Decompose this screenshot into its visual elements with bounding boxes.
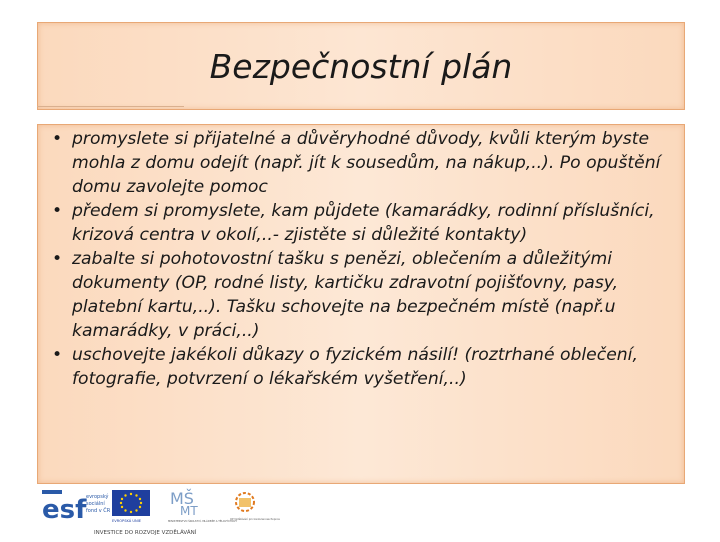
esf-bar xyxy=(42,490,62,494)
esf-logo xyxy=(42,490,111,525)
content-box xyxy=(37,124,685,484)
op-vk-book-icon xyxy=(239,498,251,507)
op-vk-logo xyxy=(230,493,280,521)
bullet-item xyxy=(52,199,672,247)
eu-flag-logo xyxy=(112,490,150,523)
msmt-mark-2: MT xyxy=(180,504,198,518)
esf-text-line: fond v ČR xyxy=(86,508,111,514)
bullet-icon: • xyxy=(52,129,63,149)
bullet-item xyxy=(52,247,672,343)
logos-svg xyxy=(40,484,280,538)
esf-mark: esf xyxy=(42,495,87,525)
bullet-icon: • xyxy=(52,345,63,365)
esf-text-line: evropský xyxy=(86,494,109,500)
bullet-text: zabalte si pohotovostní tašku s penězi, oblečením a důležitými dokumenty (OP, rodné listy, kartičku zdravotní pojišťovny, pasy, platební kartu,..). Tašku schovejte na bezpečném místě (např.u kamarádky, v práci,..) xyxy=(72,249,619,341)
msmt-logo xyxy=(168,489,238,523)
bullet-item xyxy=(52,343,672,391)
footer-tagline: INVESTICE DO ROZVOJE VZDĚLÁVÁNÍ xyxy=(94,530,197,536)
msmt-logo-text: MINISTERSTVO ŠKOLSTVÍ, MLÁDEŽE A TĚLOVÝCHOVY xyxy=(168,520,238,523)
bullet-icon: • xyxy=(52,249,63,269)
bullet-item xyxy=(52,127,672,199)
bullet-text: předem si promyslete, kam půjdete (kamarádky, rodinní příslušníci, krizová centra v okolí,..- zjistěte si důležité kontakty) xyxy=(72,201,655,245)
bullet-text: uschovejte jakékoli důkazy o fyzickém násilí! (roztrhané oblečení, fotografie, potvrzení o lékařském vyšetření,..) xyxy=(72,345,638,389)
bullet-icon: • xyxy=(52,201,63,221)
footer-logo-bar xyxy=(40,484,280,538)
esf-text-line: sociální xyxy=(86,501,105,507)
op-vk-logo-text: OP Vzdělávání pro konkurenceschopnost xyxy=(230,518,280,521)
eu-logo-text: EVROPSKÁ UNIE xyxy=(112,519,142,523)
title-box xyxy=(37,22,685,110)
title-divider xyxy=(37,106,184,107)
bullet-list xyxy=(52,127,672,391)
slide-title: Bezpečnostní plán xyxy=(209,46,513,86)
msmt-mark: MŠ xyxy=(170,489,194,508)
bullet-text: promyslete si přijatelné a důvěryhodné důvody, kvůli kterým byste mohla z domu odejít (např. jít k sousedům, na nákup,..). Po opuštění domu zavolejte pomoc xyxy=(72,129,661,197)
